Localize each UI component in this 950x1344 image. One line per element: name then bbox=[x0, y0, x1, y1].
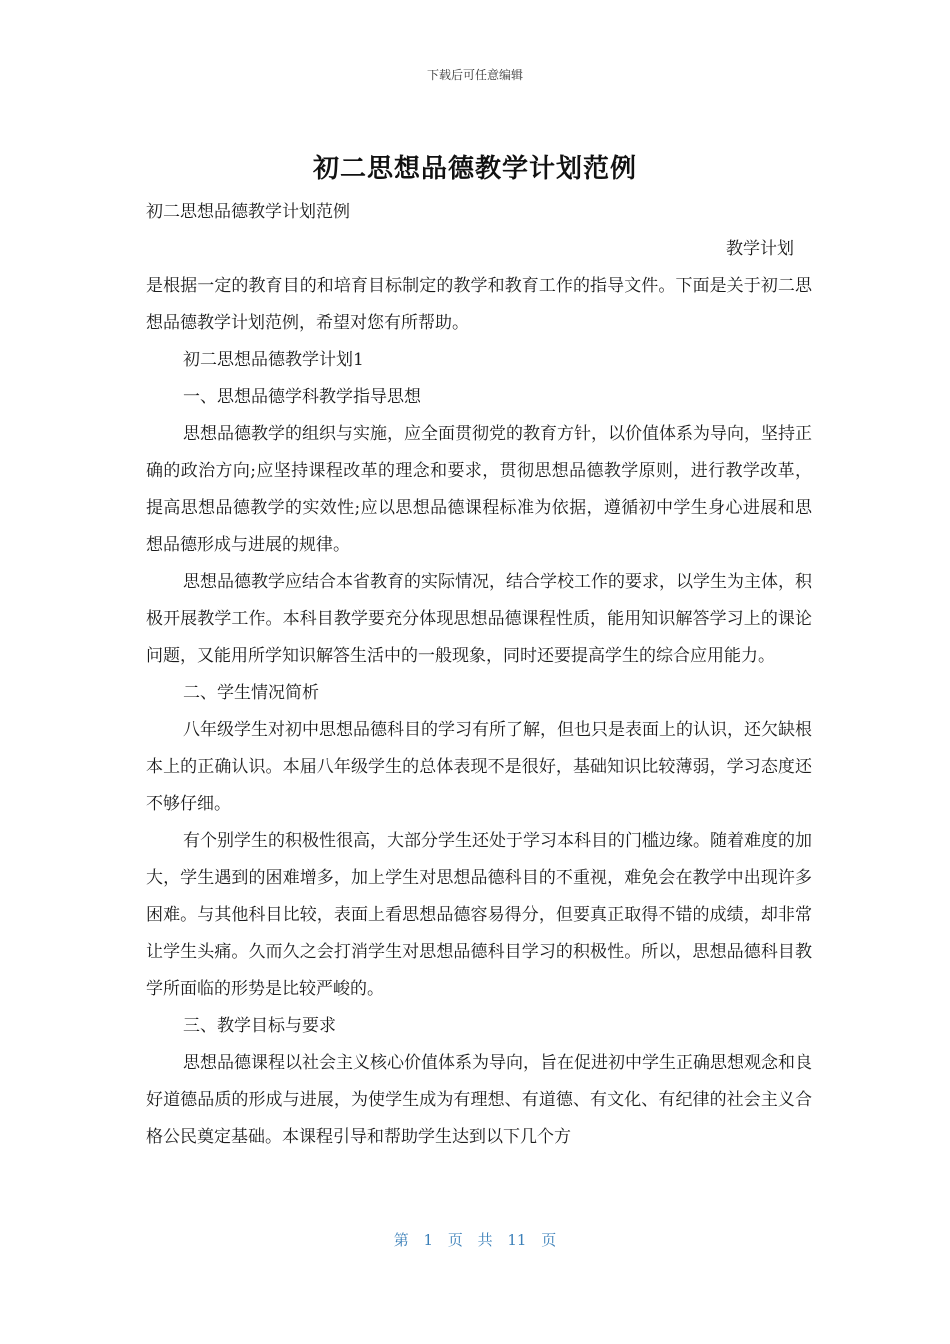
body-paragraph: 思想品德课程以社会主义核心价值体系为导向，旨在促进初中学生正确思想观念和良好道德品质的形成与进展，为使学生成为有理想、有道德、有文化、有纪律的社会主义合格公民奠定基础。本课程引导和帮助学生达到以下几个方 bbox=[146, 1053, 812, 1147]
section-heading-teaching-goals: 三、教学目标与要求 bbox=[183, 1016, 336, 1036]
body-paragraph: 思想品德教学的组织与实施，应全面贯彻党的教育方针，以价值体系为导向，坚持正确的政治方向;应坚持课程改革的理念和要求，贯彻思想品德教学原则，进行教学改革，提高思想品德教学的实效性;应以思想品德课程标准为依据，遵循初中学生身心进展和思想品德形成与进展的规律。 bbox=[146, 424, 812, 555]
body-paragraph: 有个别学生的积极性很高，大部分学生还处于学习本科目的门槛边缘。随着难度的加大，学生遇到的困难增多，加上学生对思想品德科目的不重视，难免会在教学中出现许多困难。与其他科目比较，表面上看思想品德容易得分，但要真正取得不错的成绩，却非常让学生头痛。久而久之会打消学生对思想品德科目学习的积极性。所以，思想品德科目教学所面临的形势是比较严峻的。 bbox=[146, 831, 812, 999]
subtitle-paragraph: 初二思想品德教学计划范例 bbox=[146, 202, 350, 222]
document-body bbox=[146, 194, 812, 1156]
section-heading-plan-1: 初二思想品德教学计划1 bbox=[183, 350, 364, 370]
intro-paragraph: 是根据一定的教育目的和培育目标制定的教学和教育工作的指导文件。下面是关于初二思想品德教学计划范例，希望对您有所帮助。 bbox=[146, 276, 812, 333]
plan-label-paragraph: 教学计划 bbox=[726, 239, 794, 259]
body-paragraph: 八年级学生对初中思想品德科目的学习有所了解，但也只是表面上的认识，还欠缺根本上的正确认识。本届八年级学生的总体表现不是很好，基础知识比较薄弱，学习态度还不够仔细。 bbox=[146, 720, 812, 814]
section-heading-student-analysis: 二、学生情况简析 bbox=[183, 683, 319, 703]
page-header-note: 下载后可任意编辑 bbox=[426, 68, 523, 82]
page-number-footer: 第 1 页 共 11 页 bbox=[393, 1231, 557, 1249]
section-heading-guiding-thought: 一、思想品德学科教学指导思想 bbox=[183, 387, 421, 407]
document-title: 初二思想品德教学计划范例 bbox=[312, 154, 637, 184]
body-paragraph: 思想品德教学应结合本省教育的实际情况，结合学校工作的要求，以学生为主体，积极开展教学工作。本科目教学要充分体现思想品德课程性质，能用知识解答学习上的课论问题，又能用所学知识解答生活中的一般现象，同时还要提高学生的综合应用能力。 bbox=[146, 572, 812, 666]
